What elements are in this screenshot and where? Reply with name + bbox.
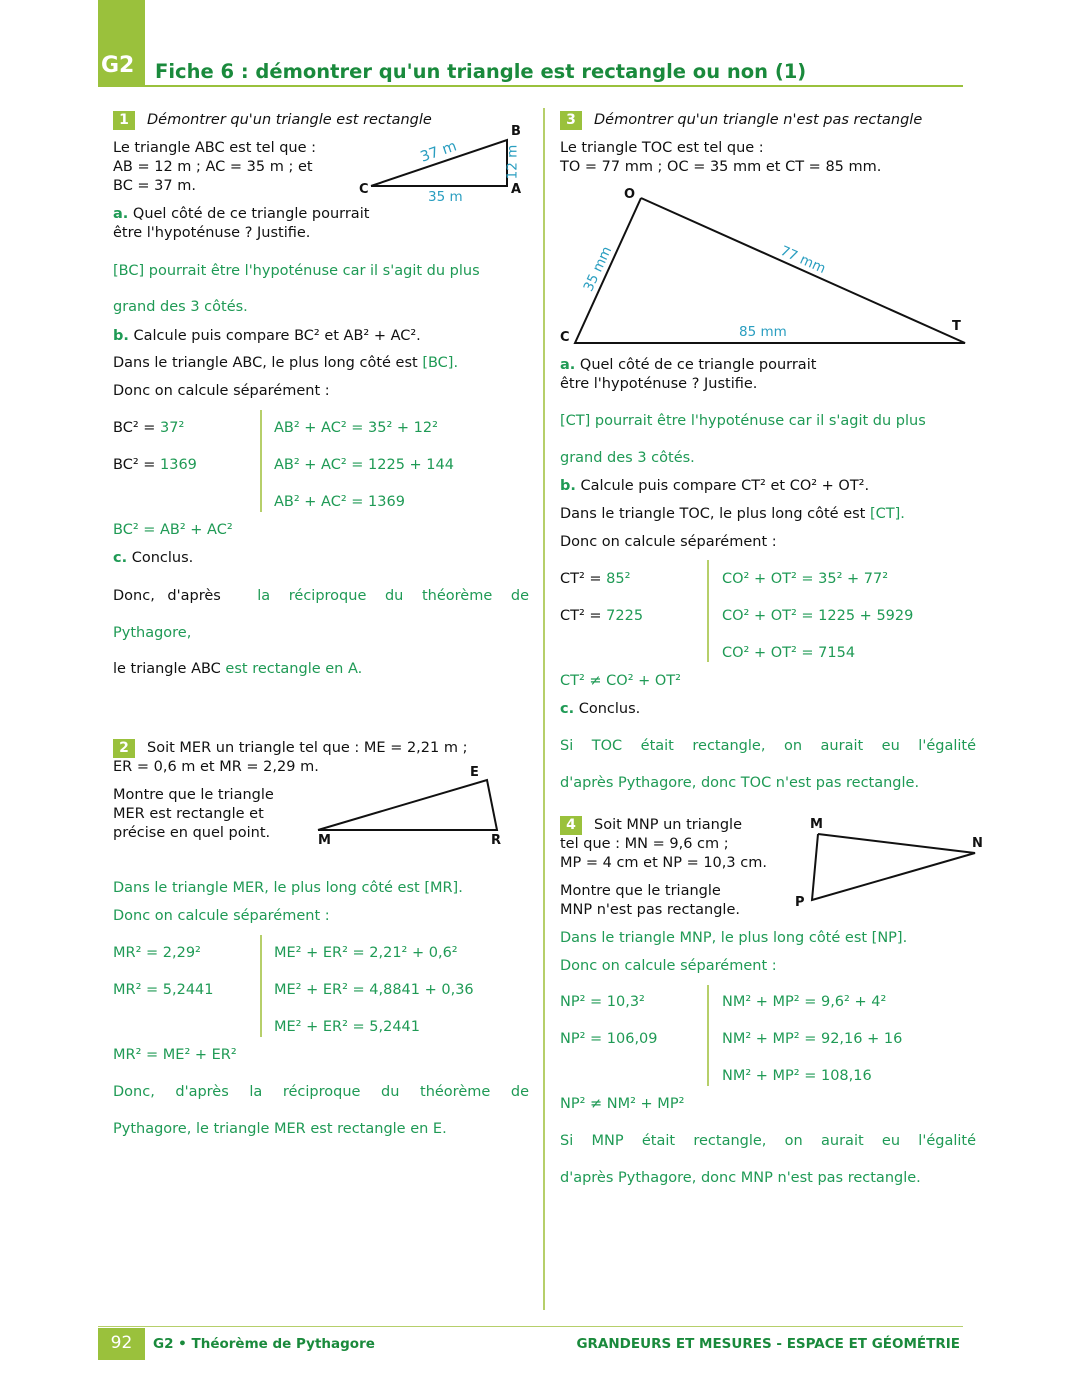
side-label-oc: 35 mm [580, 243, 616, 295]
side-label-ac: 35 m [428, 189, 463, 205]
question-a [560, 355, 816, 375]
calc-lhs: BC² = [113, 420, 160, 436]
side-label-bc: 37 m [418, 138, 459, 166]
question-text: Calcule puis compare BC² et AB² + AC². [133, 328, 421, 344]
answer-a-line: [CT] pourrait être l'hypoténuse car il s'agit du plus [560, 413, 926, 429]
question-text: Quel côté de ce triangle pourrait [132, 206, 370, 222]
conclusion-answer: la réciproque du théorème de [257, 588, 529, 604]
answer-a-line: grand des 3 côtés. [560, 450, 695, 466]
question-label: b. [113, 328, 129, 344]
question-label: b. [560, 478, 576, 494]
calc-left: MR² = 2,29² [113, 945, 201, 961]
side-label-ab: 12 m [504, 144, 521, 180]
page-title: Fiche 6 : démontrer qu'un triangle est rectangle ou non (1) [155, 60, 807, 83]
calc-divider [707, 560, 709, 662]
vertex-label-m: M [810, 817, 823, 832]
longest-value: [CT]. [869, 506, 905, 522]
statement-line: tel que : MN = 9,6 cm ; [560, 836, 729, 852]
header-rule [98, 85, 963, 87]
statement-line: Soit MNP un triangle [594, 817, 743, 833]
statement-line: MP = 4 cm et NP = 10,3 cm. [560, 855, 767, 871]
question-line: Montre que le triangle [560, 883, 721, 899]
conclusion-line [113, 586, 529, 606]
calc-right: ME² + ER² = 4,8841 + 0,36 [274, 982, 474, 998]
vertex-label-r: R [491, 833, 502, 848]
longest-side-line [113, 353, 458, 373]
calc-result: MR² = ME² + ER² [113, 1047, 237, 1063]
vertex-label-a: A [511, 182, 522, 197]
answer-a-line: grand des 3 côtés. [113, 299, 248, 315]
vertex-label-c: C [359, 182, 369, 197]
calc-lhs: CT² = [560, 571, 607, 587]
question-text: Conclus. [578, 701, 641, 717]
statement-line: BC = 37 m. [113, 178, 196, 194]
calc-left [560, 606, 643, 626]
statement-line: ER = 0,6 m et MR = 2,29 m. [113, 759, 319, 775]
calc-rhs: 1369 [160, 457, 197, 473]
calc-result: CT² ≠ CO² + OT² [560, 673, 681, 689]
calc-right: AB² + AC² = 1225 + 144 [274, 457, 454, 473]
conclusion-line: Pythagore, le triangle MER est rectangle en E. [113, 1121, 447, 1137]
question-a-line2: être l'hypoténuse ? Justifie. [113, 225, 311, 241]
calc-intro: Donc on calcule séparément : [560, 534, 777, 550]
conclusion-line: Donc, d'après la réciproque du théorème de [113, 1084, 529, 1100]
vertex-label-t: T [952, 319, 961, 334]
exercise-heading: Démontrer qu'un triangle est rectangle [147, 112, 432, 128]
calc-rhs: 85² [606, 571, 631, 587]
header-code: G2 [101, 53, 135, 78]
calc-right: AB² + AC² = 1369 [274, 494, 405, 510]
calc-right: CO² + OT² = 35² + 77² [722, 571, 889, 587]
question-text: Conclus. [131, 550, 194, 566]
conclusion-line: d'après Pythagore, donc MNP n'est pas rectangle. [560, 1170, 921, 1186]
calc-left [560, 569, 630, 589]
calc-lhs: BC² = [113, 457, 160, 473]
conclusion-line: Pythagore, [113, 625, 192, 641]
side-label-ct: 85 mm [739, 324, 787, 340]
conclusion-text: le triangle ABC [113, 661, 226, 677]
answer-a-line: [BC] pourrait être l'hypoténuse car il s'agit du plus [113, 263, 480, 279]
longest-side-line [560, 504, 905, 524]
calc-rhs: 7225 [606, 608, 644, 624]
question-text: Calcule puis compare CT² et CO² + OT². [580, 478, 870, 494]
calc-right: NM² + MP² = 92,16 + 16 [722, 1031, 903, 1047]
calc-left [113, 455, 197, 475]
vertex-label-c: C [560, 330, 570, 345]
conclusion-answer: est rectangle en A. [225, 661, 363, 677]
calc-left: NP² = 10,3² [560, 994, 645, 1010]
longest-text: Dans le triangle ABC, le plus long côté est [113, 355, 423, 371]
question-line: précise en quel point. [113, 825, 271, 841]
question-label: a. [560, 357, 576, 373]
exercise-number-badge: 1 [113, 111, 135, 130]
statement-line: Soit MER un triangle tel que : ME = 2,21 m ; [147, 740, 468, 756]
longest-value: [BC]. [422, 355, 459, 371]
conclusion-line: Si MNP était rectangle, on aurait eu l'égalité [560, 1133, 976, 1149]
statement-line: AB = 12 m ; AC = 35 m ; et [113, 159, 313, 175]
calc-right: NM² + MP² = 9,6² + 4² [722, 994, 887, 1010]
conclusion-line: d'après Pythagore, donc TOC n'est pas rectangle. [560, 775, 920, 791]
calc-left [113, 418, 184, 438]
calc-left: MR² = 5,2441 [113, 982, 214, 998]
question-label: c. [560, 701, 575, 717]
question-a [113, 204, 369, 224]
calc-right: NM² + MP² = 108,16 [722, 1068, 872, 1084]
calc-right: ME² + ER² = 2,21² + 0,6² [274, 945, 458, 961]
calc-result: NP² ≠ NM² + MP² [560, 1096, 685, 1112]
calc-right: AB² + AC² = 35² + 12² [274, 420, 438, 436]
longest-side-line: Dans le triangle MNP, le plus long côté est [NP]. [560, 930, 908, 946]
question-line: Montre que le triangle [113, 787, 274, 803]
question-label: c. [113, 550, 128, 566]
calc-intro: Donc on calcule séparément : [113, 383, 330, 399]
conclusion-line [113, 659, 362, 679]
vertex-label-n: N [972, 836, 983, 851]
vertex-label-m: M [318, 833, 331, 848]
vertex-label-e: E [470, 765, 479, 780]
page-number: 92 [110, 1333, 133, 1353]
calc-divider [260, 935, 262, 1037]
statement-line: Le triangle ABC est tel que : [113, 140, 317, 156]
longest-side-line: Dans le triangle MER, le plus long côté est [MR]. [113, 880, 463, 896]
triangle-mer [318, 780, 497, 830]
question-b [113, 326, 421, 346]
question-b [560, 476, 869, 496]
footer-chapter: G2 • Théorème de Pythagore [153, 1336, 375, 1352]
side-label-ot: 77 mm [777, 242, 828, 278]
question-c [560, 699, 640, 719]
vertex-label-b: B [511, 124, 521, 139]
calc-lhs: CT² = [560, 608, 607, 624]
calc-intro: Donc on calcule séparément : [113, 908, 330, 924]
longest-text: Dans le triangle TOC, le plus long côté est [560, 506, 870, 522]
footer-domain: GRANDEURS ET MESURES - ESPACE ET GÉOMÉTRIE [576, 1336, 960, 1352]
vertex-label-o: O [624, 187, 636, 202]
triangle-mnp [812, 834, 975, 900]
conclusion-line: Si TOC était rectangle, on aurait eu l'égalité [560, 738, 976, 754]
question-label: a. [113, 206, 129, 222]
question-line: MNP n'est pas rectangle. [560, 902, 740, 918]
question-a-line2: être l'hypoténuse ? Justifie. [560, 376, 758, 392]
footer-rule [98, 1326, 963, 1327]
calc-rhs: 37² [160, 420, 185, 436]
calc-left: NP² = 106,09 [560, 1031, 658, 1047]
column-divider [543, 108, 545, 1310]
calc-intro: Donc on calcule séparément : [560, 958, 777, 974]
exercise-number-badge: 2 [113, 739, 135, 758]
question-line: MER est rectangle et [113, 806, 264, 822]
exercise-number-badge: 3 [560, 111, 582, 130]
calc-right: ME² + ER² = 5,2441 [274, 1019, 421, 1035]
calc-result: BC² = AB² + AC² [113, 522, 233, 538]
question-c [113, 548, 193, 568]
vertex-label-p: P [795, 895, 805, 910]
calc-right: CO² + OT² = 1225 + 5929 [722, 608, 914, 624]
calc-divider [707, 985, 709, 1086]
calc-divider [260, 410, 262, 512]
exercise-heading: Démontrer qu'un triangle n'est pas rectangle [594, 112, 923, 128]
question-text: Quel côté de ce triangle pourrait [579, 357, 817, 373]
statement-line: TO = 77 mm ; OC = 35 mm et CT = 85 mm. [560, 159, 882, 175]
calc-right: CO² + OT² = 7154 [722, 645, 856, 661]
conclusion-text: Donc, d'après [113, 588, 221, 604]
exercise-number-badge: 4 [560, 816, 582, 835]
statement-line: Le triangle TOC est tel que : [560, 140, 764, 156]
